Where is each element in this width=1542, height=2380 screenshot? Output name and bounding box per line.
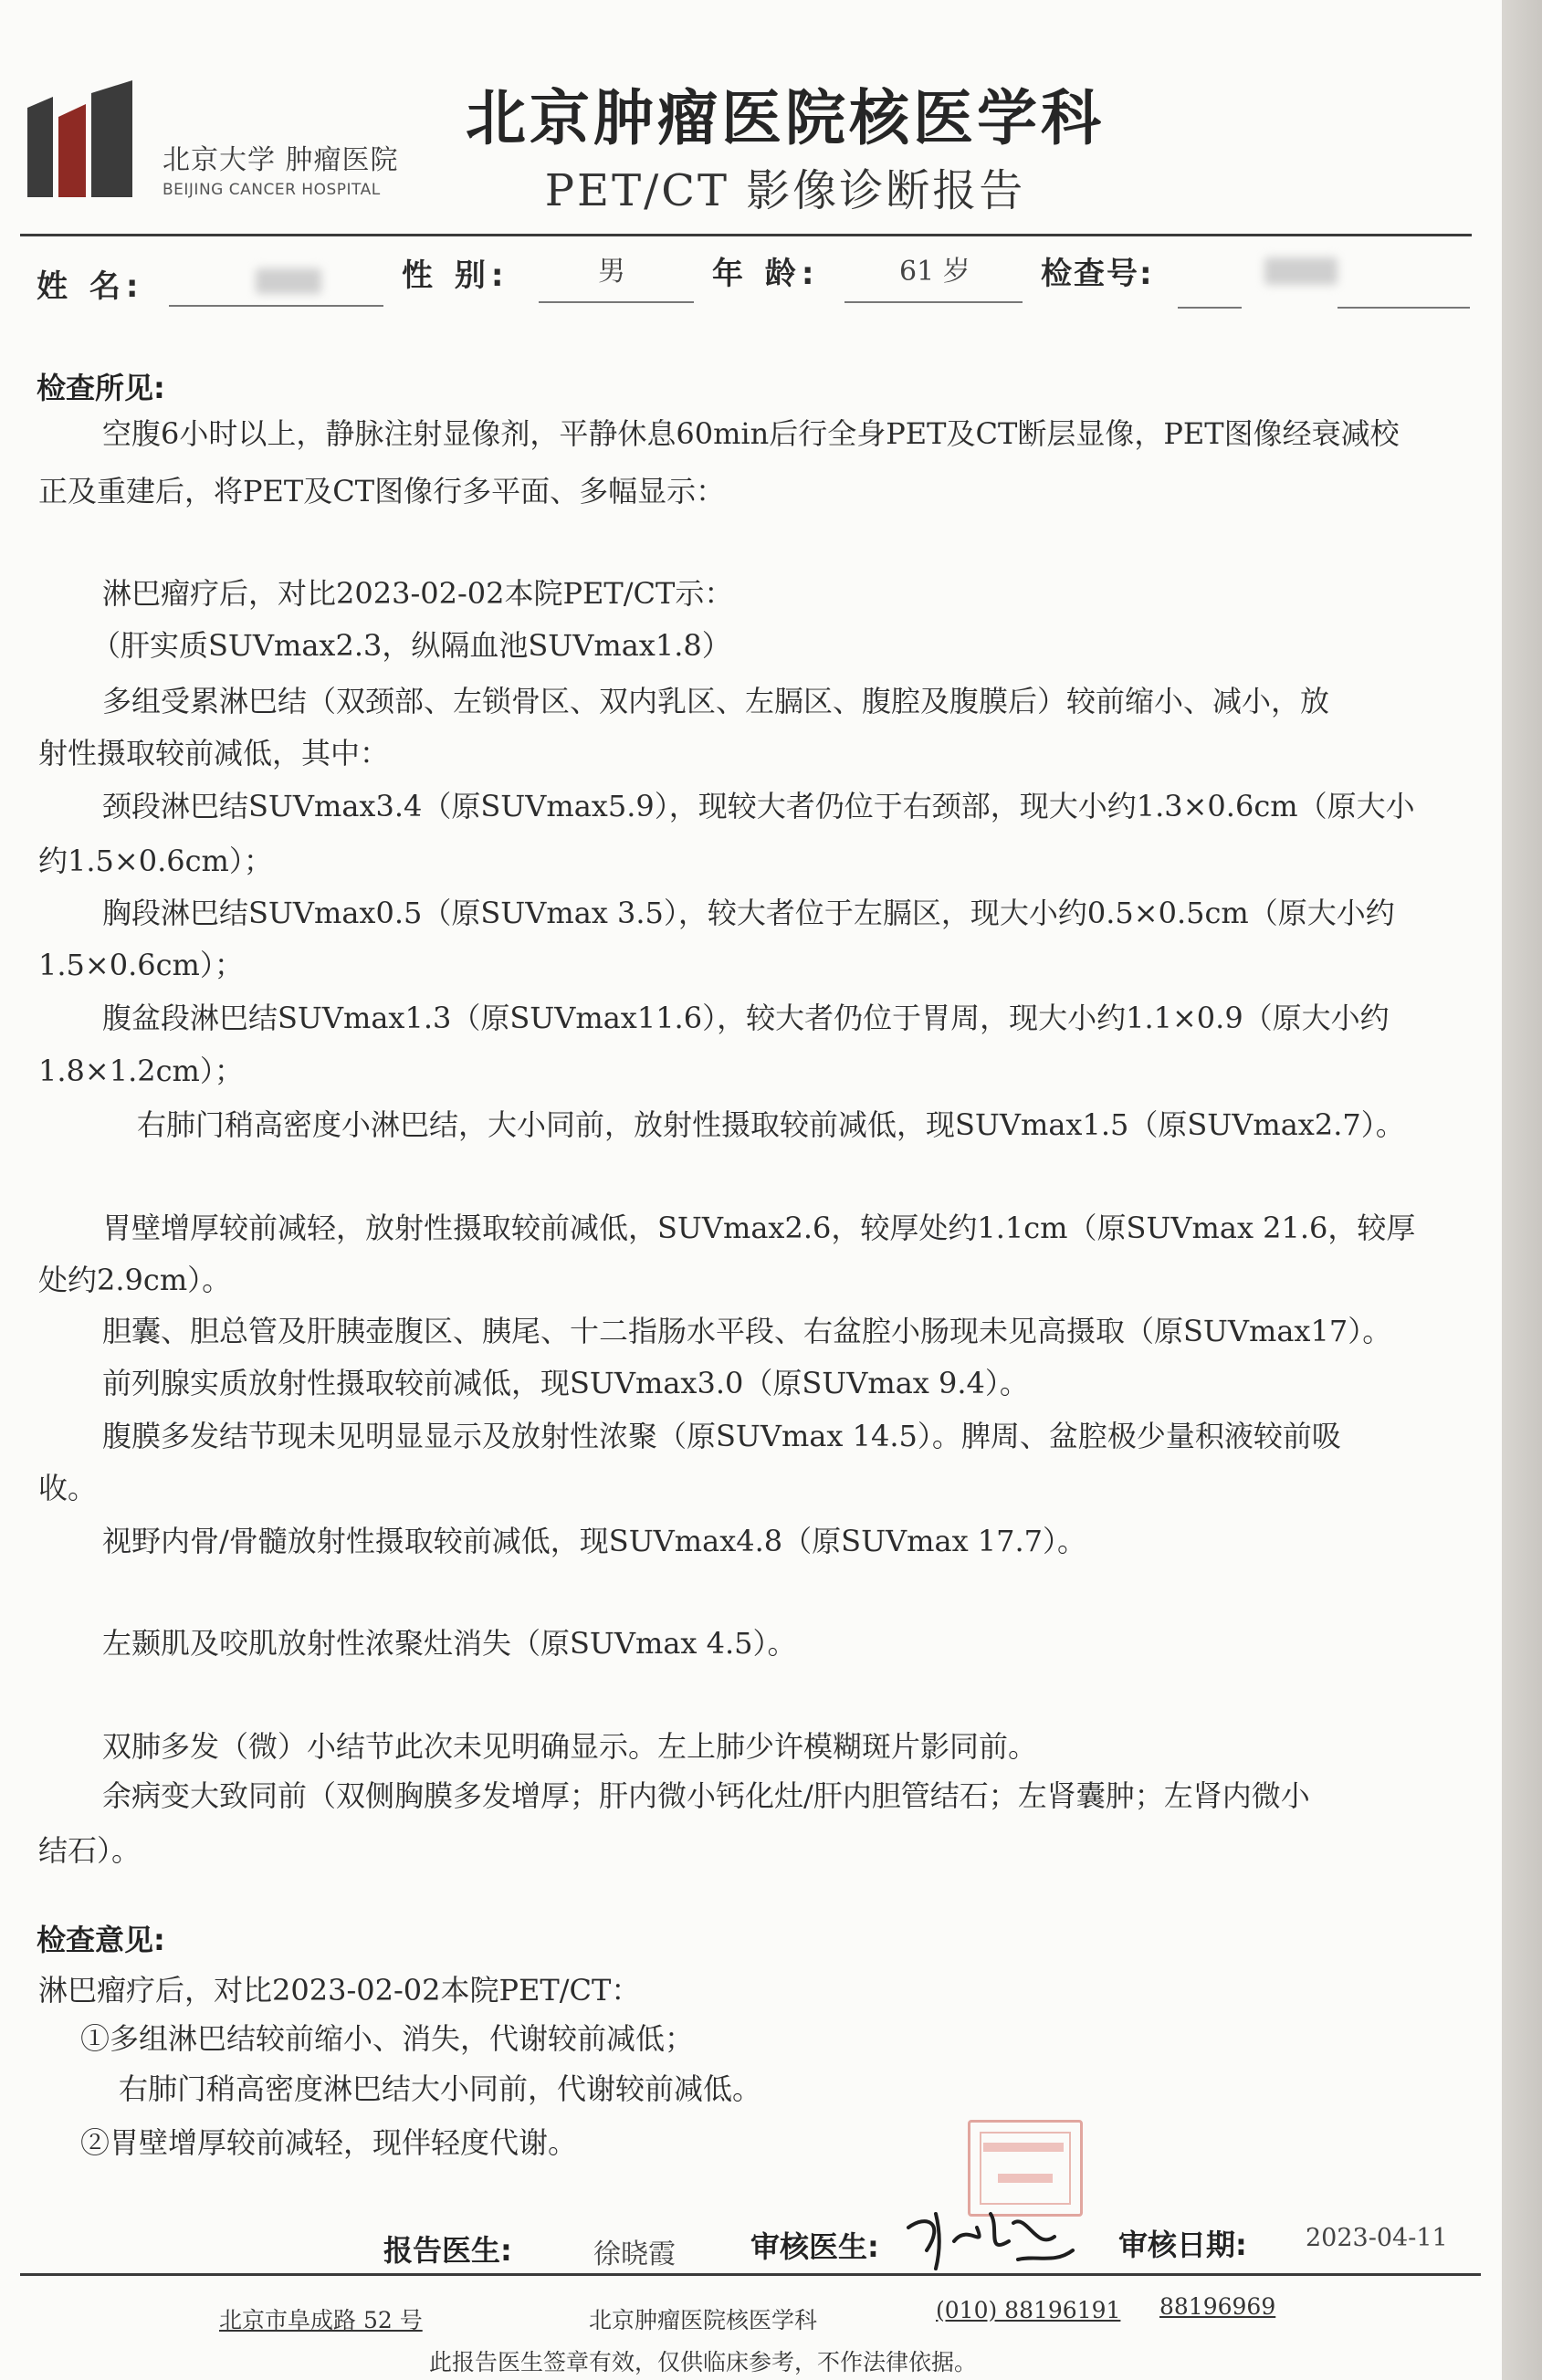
findings-line: 胃壁增厚较前减轻，放射性摄取较前减低，SUVmax2.6，较厚处约1.1cm（原SUVmax 21.6，较厚 (102, 1211, 1416, 1245)
findings-line: 腹膜多发结节现未见明显显示及放射性浓聚（原SUVmax 14.5）。脾周、盆腔极少量积液较前吸 (102, 1419, 1341, 1453)
findings-line: 1.5×0.6cm）； (38, 948, 244, 982)
seal-mark (998, 2174, 1053, 2183)
findings-line: 双肺多发（微）小结节此次未见明确显示。左上肺少许模糊斑片影同前。 (102, 1729, 1038, 1764)
findings-line: 前列腺实质放射性摄取较前减低，现SUVmax3.0（原SUVmax 9.4）。 (102, 1366, 1029, 1400)
opinion-line: ②胃壁增厚较前减轻，现伴轻度代谢。 (80, 2125, 578, 2160)
age-label: 年 龄: (712, 256, 820, 292)
findings-line: 正及重建后，将PET及CT图像行多平面、多幅显示： (38, 474, 726, 509)
exam-no-underline-2 (1337, 307, 1470, 309)
findings-line: 结石）。 (38, 1833, 142, 1868)
logo-text-cn: 北京大学 肿瘤医院 (163, 144, 399, 176)
name-underline (169, 305, 383, 307)
paper-edge (1502, 0, 1542, 2380)
findings-line: 胸段淋巴结SUVmax0.5（原SUVmax 3.5），较大者位于左膈区，现大小约0.5×0.5cm（原大小约 (102, 896, 1395, 930)
footer-address: 北京市阜成路 52 号 (219, 2307, 423, 2333)
findings-line: 约1.5×0.6cm）； (38, 844, 273, 878)
opinion-line: ①多组淋巴结较前缩小、消失，代谢较前减低； (80, 2021, 695, 2056)
logo-text (163, 137, 399, 199)
footer-dept: 北京肿瘤医院核医学科 (589, 2307, 818, 2333)
report-doctor-label: 报告医生: (383, 2233, 512, 2268)
findings-heading: 检查所见: (37, 371, 165, 405)
findings-line: 胆囊、胆总管及肝胰壶腹区、胰尾、十二指肠水平段、右盆腔小肠现未见高摄取（原SUVmax17）。 (102, 1314, 1392, 1348)
findings-line: 多组受累淋巴结（双颈部、左锁骨区、双内乳区、左膈区、腹腔及腹膜后）较前缩小、减小，放 (102, 684, 1330, 718)
review-doctor-label: 审核医生: (750, 2229, 879, 2264)
findings-line: 腹盆段淋巴结SUVmax1.3（原SUVmax11.6），较大者仍位于胃周，现大小约1.1×0.9（原大小约 (102, 1001, 1390, 1035)
exam-no-label: 检查号: (1041, 256, 1154, 292)
findings-line: 颈段淋巴结SUVmax3.4（原SUVmax5.9），现较大者仍位于右颈部，现大小约1.3×0.6cm（原大小 (102, 789, 1415, 823)
age-value: 61 岁 (899, 256, 970, 288)
sex-underline (539, 301, 694, 303)
hospital-logo (18, 80, 137, 199)
findings-line: （肝实质SUVmax2.3，纵隔血池SUVmax1.8） (91, 628, 731, 663)
findings-line: 射性摄取较前减低，其中： (38, 736, 390, 771)
report-doctor-value: 徐晓霞 (593, 2238, 676, 2270)
seal-mark (983, 2143, 1064, 2152)
sex-value: 男 (598, 256, 625, 288)
findings-line: 余病变大致同前（双侧胸膜多发增厚；肝内微小钙化灶/肝内胆管结石；左肾囊肿；左肾内微小 (102, 1778, 1310, 1813)
sex-label: 性 别: (402, 257, 509, 294)
name-redacted (256, 268, 321, 294)
name-label: 姓 名: (37, 268, 144, 305)
findings-line: 视野内骨/骨髓放射性摄取较前减低，现SUVmax4.8（原SUVmax 17.7）。 (102, 1524, 1087, 1558)
exam-no-underline-1 (1178, 307, 1242, 309)
footer-phone-2: 88196969 (1159, 2293, 1276, 2320)
review-date-label: 审核日期: (1118, 2228, 1247, 2262)
report-subtitle: PET/CT 影像诊断报告 (544, 165, 1026, 216)
header-rule (20, 234, 1472, 236)
findings-line: 收。 (38, 1471, 98, 1505)
exam-no-redacted (1264, 257, 1337, 285)
findings-line: 空腹6小时以上，静脉注射显像剂，平静休息60min后行全身PET及CT断层显像，PET图像经衰减校 (102, 416, 1400, 451)
footer-note: 此报告医生签章有效，仅供临床参考，不作法律依据。 (429, 2349, 978, 2375)
footer-phone-1: (010) 88196191 (936, 2297, 1121, 2323)
logo-text-en: BEIJING CANCER HOSPITAL (163, 181, 381, 199)
findings-line: 淋巴瘤疗后，对比2023-02-02本院PET/CT示： (102, 576, 734, 611)
opinion-heading: 检查意见: (37, 1923, 165, 1957)
findings-line: 处约2.9cm）。 (38, 1263, 232, 1297)
footer-rule (20, 2273, 1481, 2276)
handwritten-signature (899, 2186, 1082, 2278)
opinion-line: 淋巴瘤疗后，对比2023-02-02本院PET/CT： (38, 1973, 641, 2008)
findings-line: 1.8×1.2cm）； (38, 1054, 244, 1088)
findings-line: 左颞肌及咬肌放射性浓聚灶消失（原SUVmax 4.5）。 (102, 1626, 797, 1661)
review-date-value: 2023-04-11 (1306, 2224, 1448, 2252)
age-underline (844, 301, 1023, 303)
findings-line: 右肺门稍高密度小淋巴结，大小同前，放射性摄取较前减低，现SUVmax1.5（原SUVmax2.7）。 (137, 1107, 1405, 1142)
opinion-line: 右肺门稍高密度淋巴结大小同前，代谢较前减低。 (119, 2071, 762, 2106)
report-title: 北京肿瘤医院核医学科 (466, 83, 1105, 153)
